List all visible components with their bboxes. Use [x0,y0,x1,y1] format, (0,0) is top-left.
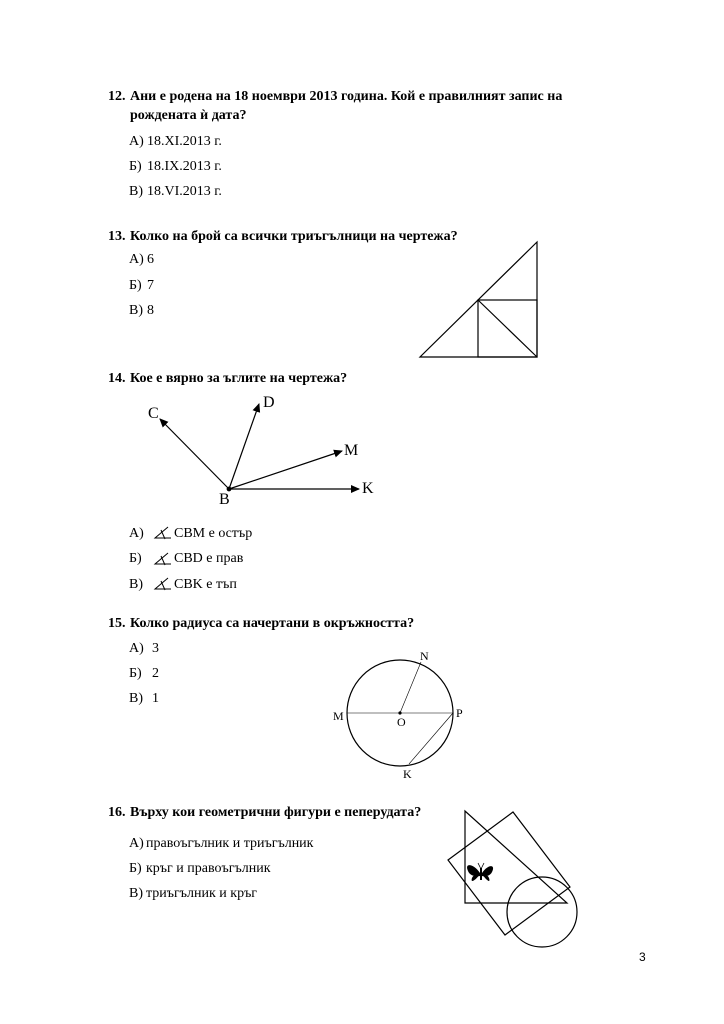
label-b: B [219,491,230,508]
radius-on-shape [400,662,421,713]
q15-option-a-letter: А) [129,641,144,656]
q13-triangle-figure [420,242,537,357]
q14-option-b-letter: Б) [129,551,142,566]
square-diagonal-shape [478,300,537,357]
question-16-text: Върху кои геометрични фигури е пеперудата? [130,805,422,820]
q15-option-b-text: 2 [152,666,159,681]
q12-option-c-letter: В) [129,184,143,199]
q14-option-c-letter: В) [129,577,143,592]
q14-angles-figure [160,404,359,491]
q16-option-b-letter: Б) [129,861,142,876]
q14-option-a-letter: А) [129,526,144,541]
angle-icon [155,578,171,590]
q13-option-b-letter: Б) [129,278,142,293]
label-k: K [403,767,412,781]
label-m: M [344,442,359,459]
question-16-number: 16. [108,805,126,820]
question-13-text: Колко на брой са всички триъгълници на чертежа? [130,229,458,244]
q16-shapes-figure [448,811,577,947]
q16-option-c-text: триъгълник и кръг [146,886,258,901]
label-o: O [397,715,406,729]
question-15-text: Колко радиуса са начертани в окръжността? [130,616,415,631]
q15-option-c-letter: В) [129,691,143,706]
q12-option-a-text: 18.XI.2013 г. [147,134,222,149]
q13-option-c-text: 8 [147,303,154,318]
q16-option-a-letter: А) [129,836,144,851]
q16-option-a-text: правоъгълник и триъгълник [146,836,314,851]
page-number: 3 [639,950,646,964]
question-12-text-line2: рождената ѝ дата? [130,108,247,123]
q12-option-b-letter: Б) [129,159,142,174]
q12-option-c-text: 18.VI.2013 г. [147,184,222,199]
q14-option-c-text: CBK е тъп [174,577,237,592]
label-n: N [420,649,429,663]
label-p: P [456,706,463,720]
question-13-number: 13. [108,229,126,244]
q14-option-a-text: CBM е остър [174,526,253,541]
q12-option-b-text: 18.IX.2013 г. [147,159,222,174]
q15-option-a-text: 3 [152,641,159,656]
q13-option-b-text: 7 [147,278,154,293]
label-c: C [148,405,159,422]
q15-circle-figure [347,660,453,766]
label-d: D [263,394,275,411]
question-15-number: 15. [108,616,126,631]
q12-option-a-letter: А) [129,134,144,149]
label-k: K [362,480,374,497]
question-14-number: 14. [108,371,126,386]
ray-bd-shape [229,404,259,489]
q16-option-b-text: кръг и правоъгълник [146,861,271,876]
q13-option-a-letter: А) [129,252,144,267]
question-12-number: 12. [108,89,126,104]
question-14-text: Кое е вярно за ъглите на чертежа? [130,371,348,386]
question-12-text-line1: Ани е родена на 18 ноември 2013 година. Кой е правилният запис на [130,89,563,104]
q14-option-b-text: CBD е прав [174,551,244,566]
ray-bc-shape [160,419,229,489]
q14-angle-symbols [155,527,171,590]
q15-option-b-letter: Б) [129,666,142,681]
angle-icon [155,527,171,539]
ray-bm-shape [229,451,342,489]
label-m: M [333,709,344,723]
butterfly-icon [467,863,493,881]
q16-option-c-letter: В) [129,886,143,901]
q15-option-c-text: 1 [152,691,159,706]
rectangle-shape [448,812,570,935]
angle-icon [155,553,171,565]
circle-shape [507,877,577,947]
q13-option-a-text: 6 [147,252,154,267]
q13-option-c-letter: В) [129,303,143,318]
